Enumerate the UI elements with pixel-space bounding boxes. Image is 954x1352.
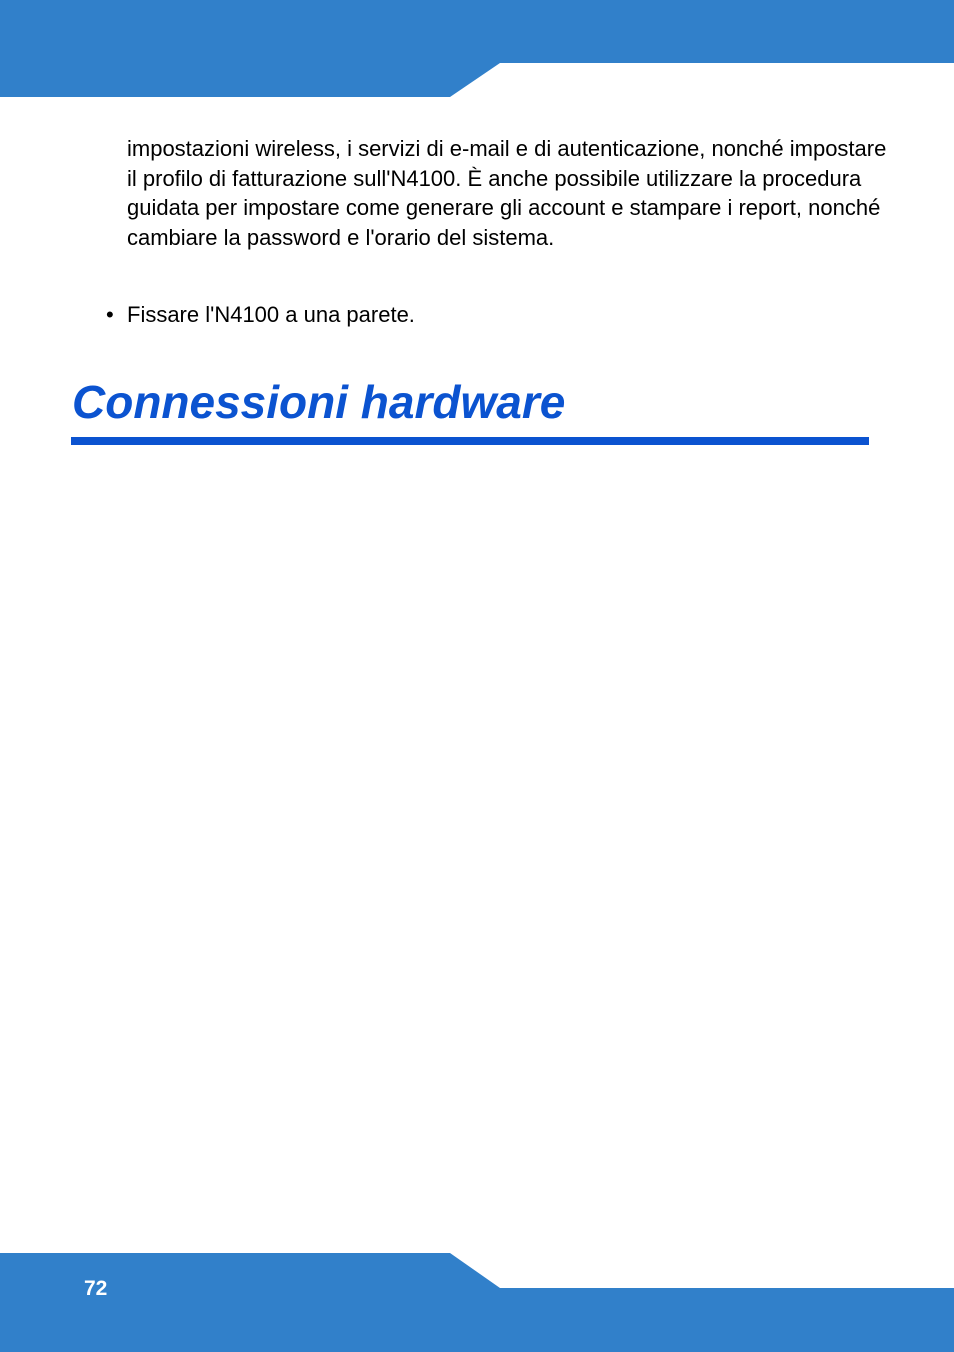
footer-banner-shape xyxy=(0,1253,954,1352)
body-paragraph: impostazioni wireless, i servizi di e-mail e di autenticazione, nonché impostare il profilo di fatturazione sull'N4100. È anche possibile utilizzare la procedura guidata per impostare come generare gli account e stampare i report, nonché cambiare la password e l'orario del sistema. xyxy=(127,136,887,250)
bullet-text: Fissare l'N4100 a una parete. xyxy=(127,302,415,327)
page-number: 72 xyxy=(84,1277,108,1300)
footer-banner xyxy=(0,1253,954,1352)
header-banner-shape xyxy=(0,0,954,97)
section-heading: Connessioni hardware xyxy=(72,376,566,428)
header-banner xyxy=(0,0,954,97)
bullet-marker: • xyxy=(106,302,114,327)
bullet-list-item xyxy=(106,300,415,330)
heading-rule xyxy=(71,437,869,445)
